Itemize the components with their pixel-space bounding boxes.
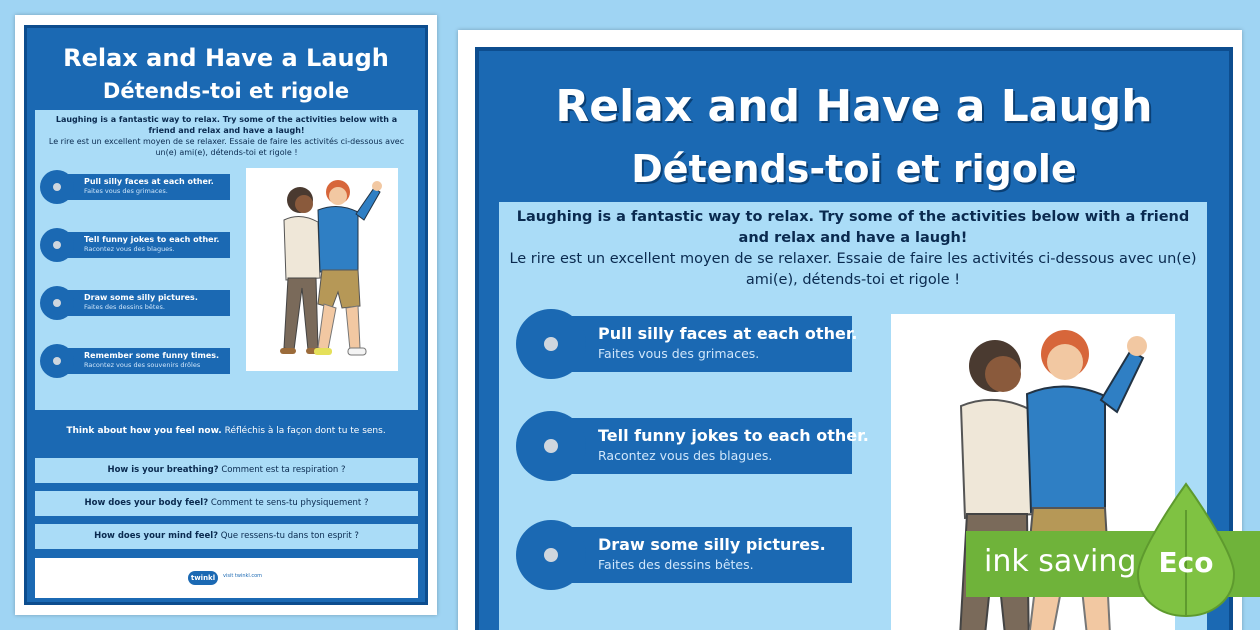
- laughing-friends-icon: [246, 168, 398, 371]
- small-poster-footer: [35, 558, 418, 598]
- small-activity-bullet-icon: [40, 344, 74, 378]
- small-question-en: How does your body feel?: [84, 498, 209, 508]
- large-activity-item: [516, 309, 856, 379]
- small-friends-illustration: [246, 168, 398, 371]
- small-activity-item: [40, 170, 230, 204]
- large-activity-bullet-icon: [516, 520, 586, 590]
- small-poster-title-fr: Détends-toi et rigole: [102, 79, 350, 103]
- small-poster-intro: [43, 114, 410, 158]
- small-activity-bullet-icon: [40, 170, 74, 204]
- twinkl-logo: twinkl: [188, 571, 218, 585]
- small-question-row: [35, 458, 418, 483]
- large-poster-intro-fr: Le rire est un excellent moyen de se relaxer. Essaie de faire les activités ci-dessous avec un(e) ami(e), détends-toi et rigole !: [509, 251, 1197, 288]
- small-question-en: How is your breathing?: [107, 465, 219, 475]
- small-activity-fr: Faites des dessins bêtes.: [84, 303, 165, 311]
- large-poster-intro: [509, 207, 1197, 291]
- large-activity-item: [516, 520, 856, 590]
- small-question-fr: Comment te sens-tu physiquement ?: [210, 498, 369, 508]
- small-activity-banner: [62, 232, 230, 258]
- small-question-row: [35, 524, 418, 549]
- small-activity-item: [40, 228, 230, 262]
- small-poster-intro-fr: Le rire est un excellent moyen de se relaxer. Essaie de faire les activités ci-dessous avec un(e) ami(e), détends-toi et rigole !: [48, 137, 405, 157]
- small-think-en: Think about how you feel now.: [66, 426, 222, 436]
- small-activity-en: Remember some funny times.: [84, 351, 220, 360]
- small-activity-fr: Racontez vous des souvenirs drôles: [84, 361, 201, 369]
- large-activity-en: Draw some silly pictures.: [598, 535, 826, 554]
- large-poster-title-en: Relax and Have a Laugh: [555, 81, 1153, 132]
- small-question-fr: Que ressens-tu dans ton esprit ?: [220, 531, 359, 541]
- large-poster-intro-en: Laughing is a fantastic way to relax. Try some of the activities below with a friend and relax and have a laugh!: [516, 209, 1190, 246]
- large-activity-bullet-icon: [516, 411, 586, 481]
- small-activity-en: Draw some silly pictures.: [84, 293, 198, 302]
- large-activity-en: Tell funny jokes to each other.: [598, 426, 869, 445]
- eco-label: Eco: [1158, 546, 1214, 579]
- small-poster-preview: [15, 15, 437, 615]
- large-activity-bullet-icon: [516, 309, 586, 379]
- ink-saving-label: ink saving: [984, 544, 1137, 579]
- footer-url: visit twinkl.com: [223, 573, 263, 579]
- large-activity-banner: [560, 316, 858, 372]
- large-poster-title-fr: Détends-toi et rigole: [631, 147, 1077, 191]
- small-activity-item: [40, 286, 230, 320]
- large-activity-fr: Racontez vous des blagues.: [598, 448, 773, 463]
- small-poster-title-en: Relax and Have a Laugh: [63, 44, 389, 72]
- small-activity-fr: Faites vous des grimaces.: [84, 187, 168, 195]
- small-activity-bullet-icon: [40, 286, 74, 320]
- small-think-fr: Réfléchis à la façon dont tu te sens.: [224, 426, 386, 436]
- small-activity-banner: [62, 290, 230, 316]
- large-activity-item: [516, 411, 869, 481]
- large-activity-banner: [560, 418, 869, 474]
- small-question-row: [35, 491, 418, 516]
- small-question-en: How does your mind feel?: [94, 531, 219, 541]
- small-activity-item: [40, 344, 230, 378]
- small-activity-en: Pull silly faces at each other.: [84, 177, 214, 186]
- small-activity-banner: [62, 174, 230, 200]
- small-activity-fr: Racontez vous des blagues.: [84, 245, 175, 253]
- small-poster-intro-en: Laughing is a fantastic way to relax. Try some of the activities below with a friend and relax and have a laugh!: [55, 115, 398, 135]
- large-activity-en: Pull silly faces at each other.: [598, 324, 858, 343]
- small-activity-banner: [62, 348, 230, 374]
- large-activity-fr: Faites vous des grimaces.: [598, 346, 760, 361]
- small-question-fr: Comment est ta respiration ?: [221, 465, 346, 475]
- small-think-prompt: [27, 426, 425, 436]
- small-poster-frame: [24, 25, 428, 605]
- small-activity-bullet-icon: [40, 228, 74, 262]
- small-poster-content-panel: [35, 110, 418, 410]
- large-activity-fr: Faites des dessins bêtes.: [598, 557, 754, 572]
- eco-leaf-icon: [1130, 480, 1242, 620]
- small-activity-en: Tell funny jokes to each other.: [84, 235, 220, 244]
- large-activity-banner: [560, 527, 852, 583]
